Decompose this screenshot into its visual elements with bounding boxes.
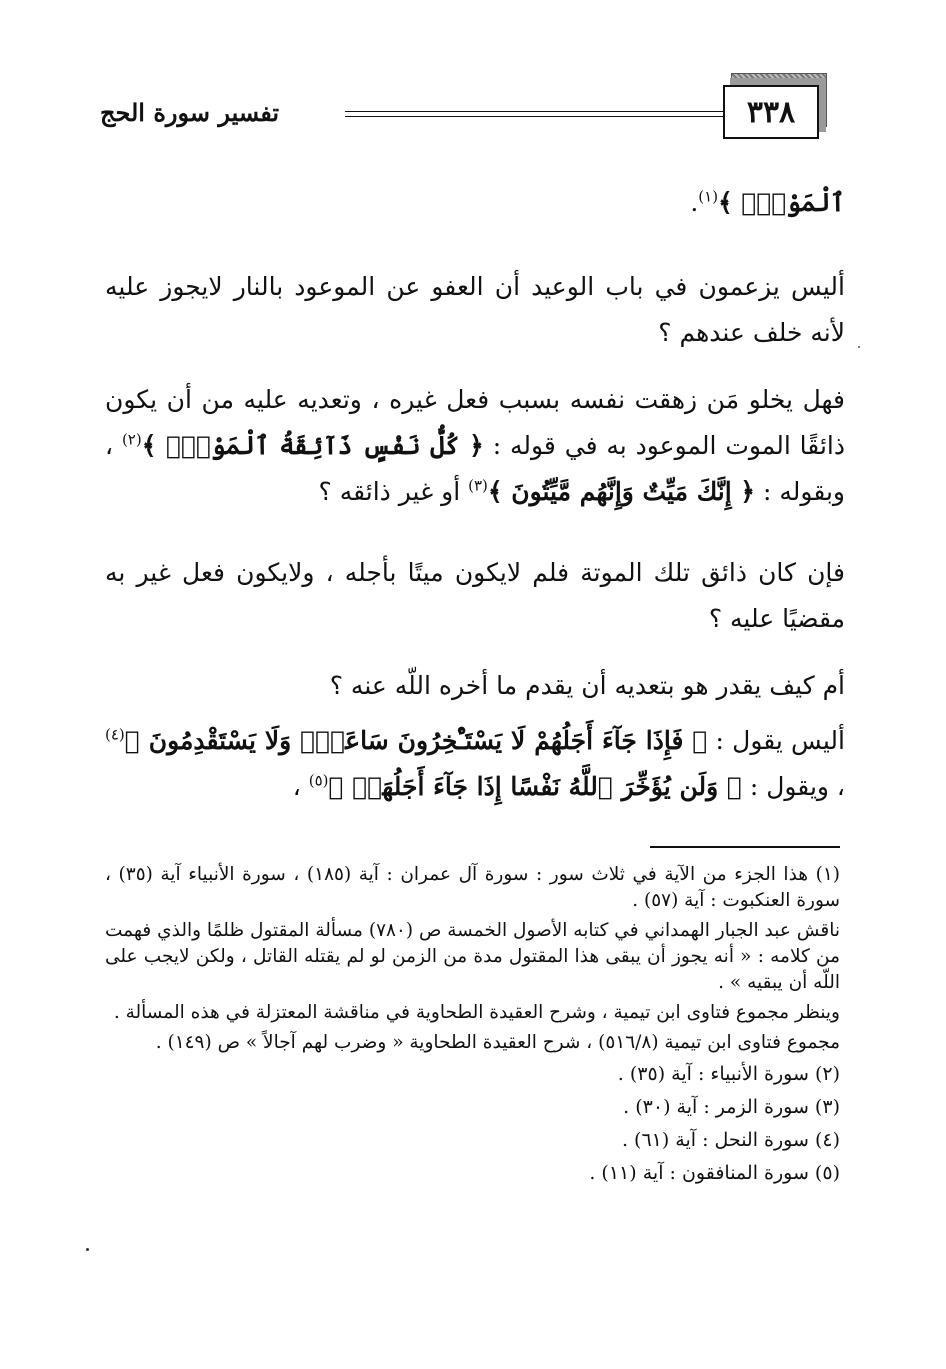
footnote-1: (١) هذا الجزء من الآية في ثلاث سور : سورة آل عمران : آية (١٨٥) ، سورة الأنبياء آية (٣٥) ، سورة العنكبوت : آية (٥٧) . xyxy=(105,864,840,911)
text: ، وبقوله : xyxy=(105,431,845,506)
footnote-ref: (١) xyxy=(698,187,719,206)
text: ، ويقول : xyxy=(749,772,845,801)
footnote-2: (٢) سورة الأنبياء : آية (٣٥) . xyxy=(617,1063,840,1085)
footnote-separator xyxy=(650,846,840,848)
scan-speck xyxy=(86,1248,89,1251)
text: أو غير ذائقه ؟ xyxy=(318,477,461,506)
footnote-1-note: مجموع فتاوى ابن تيمية (٥١٦/٨) ، شرح العقيدة الطحاوية « وضرب لهم آجالاً » ص (١٤٩) . xyxy=(155,1032,840,1053)
footnotes xyxy=(105,862,840,1188)
header-rule-bottom xyxy=(345,116,723,117)
text: فهل يخلو مَن زهقت نفسه بسبب فعل غيره ، وتعديه عليه من أن يكون ذائقًا الموت الموعود به في قوله : xyxy=(105,385,845,460)
footnote-ref: (٥) xyxy=(308,771,329,790)
footnote-5: (٥) سورة المنافقون : آية (١١) . xyxy=(589,1162,840,1184)
quran-verse: ﴿ إِنَّكَ مَيِّتٌ وَإِنَّهُم مَّيِّتُونَ ﴾ xyxy=(487,477,756,506)
quran-verse: ﴿ وَلَن يُؤَخِّرَ ٱللَّهُ نَفْسًا إِذَا جَآءَ أَجَلُهَاۚ ﴾ xyxy=(328,772,742,801)
paragraph: أليس يزعمون في باب الوعيد أن العفو عن الموعود بالنار لايجوز عليه لأنه خلف عندهم ؟ xyxy=(105,272,845,347)
text: . xyxy=(690,188,699,217)
quran-verse: ٱلْمَوْتِۗ ﴾ xyxy=(718,188,845,217)
paragraph xyxy=(105,718,845,810)
footnote-ref: (٤) xyxy=(105,725,125,744)
footnote-1-note: وينظر مجموع فتاوى ابن تيمية ، وشرح العقيدة الطحاوية في مناقشة المعتزلة في هذه المسألة . xyxy=(113,1002,840,1023)
scan-speck xyxy=(858,346,860,348)
text: أليس يقول : xyxy=(715,726,845,755)
header-rule-top xyxy=(345,111,723,112)
page-number: ٣٣٨ xyxy=(723,85,819,139)
paragraph: أم كيف يقدر هو بتعديه أن يقدم ما أخره اللّه عنه ؟ xyxy=(329,671,845,700)
quran-verse: ﴿ فَإِذَا جَآءَ أَجَلُهُمْ لَا يَسْتَـْٔخِرُونَ سَاعَةًۖ وَلَا يَسْتَقْدِمُونَ ﴾ xyxy=(124,726,708,755)
paragraph-continuation xyxy=(105,180,845,226)
text: ، xyxy=(292,772,301,801)
footnote-ref: (٢) xyxy=(121,430,142,449)
paragraph: فإن كان ذائق تلك الموتة فلم لايكون ميتًا بأجله ، ولايكون فعل غير به مقضيًا عليه ؟ xyxy=(105,558,845,633)
running-title: تفسير سورة الحج xyxy=(100,98,280,127)
footnote-ref: (٣) xyxy=(468,476,488,495)
footnote-1-note: ناقش عبد الجبار الهمداني في كتابه الأصول الخمسة ص (٧٨٠) مسألة المقتول ظلمًا والذي فهمت من كلامه : « أنه يجوز أن يبقى هذا المقتول مدة من الزمن لو لم يقتله القاتل ، ولكن لايجب على اللّه أن يبقيه » . xyxy=(105,920,841,993)
paragraph xyxy=(105,377,845,515)
footnote-3: (٣) سورة الزمر : آية (٣٠) . xyxy=(623,1096,840,1118)
quran-verse: ﴿ كُلُّ نَفْسٍ ذَآئِقَةُ ٱلْمَوْتِۗ ﴾ xyxy=(141,431,484,460)
footnote-4: (٤) سورة النحل : آية (٦١) . xyxy=(621,1129,840,1151)
